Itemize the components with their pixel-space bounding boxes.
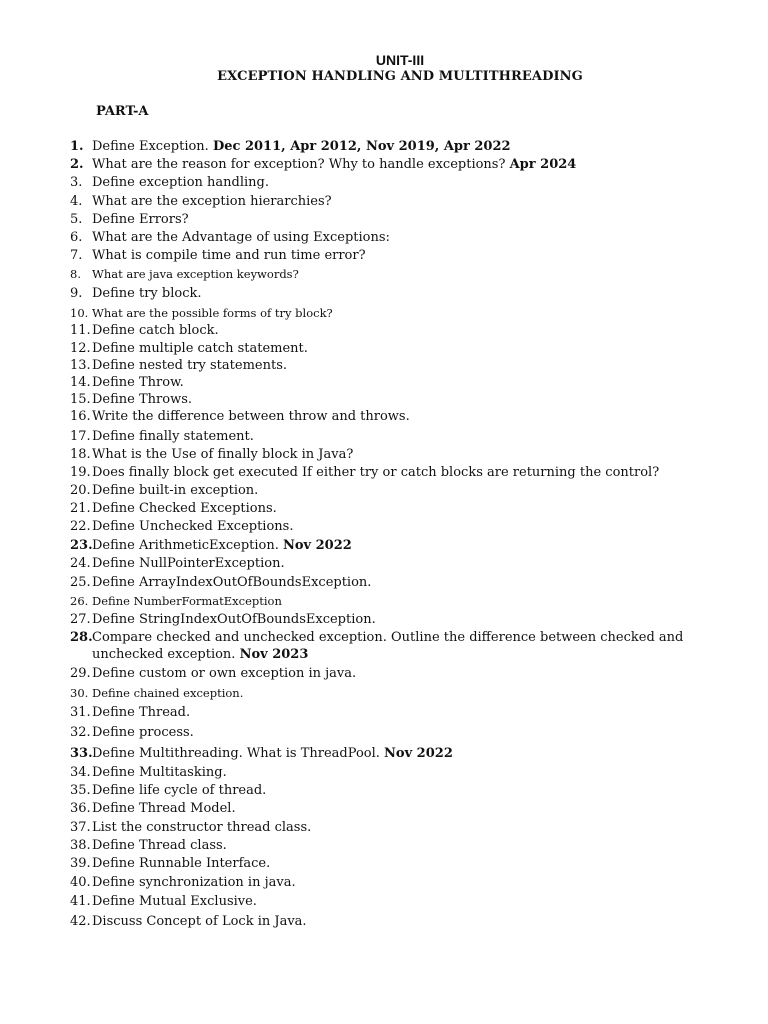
question-text	[92, 267, 299, 281]
question-number: 33.	[70, 746, 93, 761]
question-label: Define custom or own exception in java.	[92, 666, 357, 681]
question-number: 16.	[70, 409, 91, 424]
question-text	[92, 323, 219, 338]
question-number: 15.	[70, 392, 91, 407]
question-label: Define chained exception.	[92, 686, 244, 700]
question-label: Define Multitasking.	[92, 765, 227, 780]
question-text	[92, 838, 227, 853]
question-number: 18.	[70, 447, 91, 462]
question-label: What is the Use of finally block in Java?	[92, 447, 354, 462]
question-label: What are the possible forms of try block?	[92, 306, 333, 320]
question-text	[92, 392, 192, 407]
question-text	[92, 575, 371, 590]
question-item	[70, 374, 710, 391]
question-label: Define nested try statements.	[92, 358, 287, 373]
question-text	[92, 875, 296, 890]
question-label: Define ArrayIndexOutOfBoundsException.	[92, 575, 372, 590]
question-label: Define try block.	[92, 286, 202, 301]
question-text	[92, 139, 511, 154]
question-number: 36.	[70, 801, 91, 816]
question-label: List the constructor thread class.	[92, 820, 312, 835]
question-text	[92, 746, 453, 761]
question-number: 12.	[70, 341, 91, 356]
question-label: Define NumberFormatException	[92, 594, 282, 608]
question-item	[70, 391, 710, 408]
question-item	[70, 138, 710, 155]
question-text	[92, 306, 333, 320]
question-number: 31.	[70, 705, 91, 720]
question-text	[92, 501, 277, 516]
question-text	[92, 705, 190, 720]
question-number: 5.	[70, 212, 83, 227]
question-text	[92, 519, 293, 534]
part-heading: PART-A	[96, 104, 149, 119]
question-text	[92, 629, 712, 663]
question-label: What are the Advantage of using Exceptions:	[92, 230, 390, 245]
question-text	[92, 157, 576, 172]
question-number: 24.	[70, 556, 91, 571]
question-label: Define multiple catch statement.	[92, 341, 308, 356]
question-item	[70, 913, 710, 930]
question-item	[70, 574, 710, 591]
question-item	[70, 704, 710, 721]
question-item	[70, 482, 710, 499]
question-label: Define Checked Exceptions.	[92, 501, 277, 516]
question-label: Define Multithreading. What is ThreadPool.	[92, 746, 380, 761]
question-text	[92, 686, 243, 700]
question-item	[70, 266, 710, 283]
question-number: 37.	[70, 820, 91, 835]
question-item	[70, 357, 710, 374]
question-label: Define exception handling.	[92, 175, 269, 190]
question-number: 23.	[70, 538, 93, 553]
question-item	[70, 408, 710, 425]
question-item	[70, 211, 710, 228]
question-item	[70, 837, 710, 854]
question-number: 6.	[70, 230, 83, 245]
question-label: Define life cycle of thread.	[92, 783, 267, 798]
question-text	[92, 194, 332, 209]
question-label: What are java exception keywords?	[92, 267, 299, 281]
question-text	[92, 429, 254, 444]
question-item	[70, 247, 710, 264]
question-text	[92, 230, 390, 245]
exam-date: Apr 2024	[509, 157, 577, 172]
question-number: 28.	[70, 630, 93, 645]
question-item	[70, 464, 710, 481]
question-item	[70, 874, 710, 891]
question-item	[70, 518, 710, 535]
question-text	[92, 212, 189, 227]
question-text	[92, 286, 202, 301]
question-label: Define Thread class.	[92, 838, 227, 853]
question-number: 19.	[70, 465, 91, 480]
question-label: What are the exception hierarchies?	[92, 194, 332, 209]
question-number: 22.	[70, 519, 91, 534]
exam-date: Nov 2022	[283, 538, 352, 553]
question-number: 38.	[70, 838, 91, 853]
question-text	[92, 248, 366, 263]
page-title: EXCEPTION HANDLING AND MULTITHREADING	[217, 69, 583, 84]
question-label: Define Runnable Interface.	[92, 856, 271, 871]
question-label: Discuss Concept of Lock in Java.	[92, 914, 307, 929]
question-label: Define Errors?	[92, 212, 189, 227]
question-label: What is compile time and run time error?	[92, 248, 366, 263]
question-text	[92, 556, 285, 571]
question-label: Define Thread.	[92, 705, 191, 720]
question-number: 17.	[70, 429, 91, 444]
question-label: Define ArithmeticException.	[92, 538, 279, 553]
question-item	[70, 174, 710, 191]
question-item	[70, 893, 710, 910]
question-number: 14.	[70, 375, 91, 390]
question-label: Define Unchecked Exceptions.	[92, 519, 294, 534]
question-label: Compare checked and unchecked exception. Outline the difference between checked and unchecked exception.	[92, 630, 684, 662]
question-item	[70, 782, 710, 799]
question-text	[92, 914, 307, 929]
exam-date: Dec 2011, Apr 2012, Nov 2019, Apr 2022	[212, 139, 511, 154]
question-text	[92, 612, 376, 627]
question-item	[70, 665, 710, 682]
question-number: 8.	[70, 267, 81, 281]
question-number: 30.	[70, 686, 89, 700]
question-number: 11.	[70, 323, 91, 338]
question-label: Define Exception.	[92, 139, 209, 154]
question-number: 35.	[70, 783, 91, 798]
question-item	[70, 800, 710, 817]
question-number: 2.	[70, 157, 84, 172]
question-item	[70, 446, 710, 463]
question-number: 7.	[70, 248, 83, 263]
question-text	[92, 341, 308, 356]
question-number: 9.	[70, 286, 83, 301]
question-item	[70, 229, 710, 246]
question-label: Define synchronization in java.	[92, 875, 296, 890]
question-number: 41.	[70, 894, 91, 909]
question-item	[70, 745, 710, 762]
exam-date: Nov 2023	[239, 647, 309, 662]
question-label: Does finally block get executed If either try or catch blocks are returning the control?	[92, 465, 660, 480]
question-number: 3.	[70, 175, 83, 190]
question-number: 42.	[70, 914, 91, 929]
question-number: 32.	[70, 725, 91, 740]
question-text	[92, 447, 353, 462]
question-item	[70, 305, 710, 322]
question-item	[70, 819, 710, 836]
question-item	[70, 193, 710, 210]
question-number: 21.	[70, 501, 91, 516]
question-label: Define finally statement.	[92, 429, 254, 444]
question-label: Define Thread Model.	[92, 801, 236, 816]
question-number: 10.	[70, 306, 89, 320]
question-label: Define Throws.	[92, 392, 193, 407]
question-number: 26.	[70, 594, 89, 608]
question-item	[70, 428, 710, 445]
question-label: Write the difference between throw and throws.	[92, 409, 410, 424]
question-number: 4.	[70, 194, 83, 209]
question-text	[92, 820, 311, 835]
question-item	[70, 685, 710, 702]
question-label: Define Mutual Exclusive.	[92, 894, 257, 909]
question-item	[70, 156, 710, 173]
question-label: Define StringIndexOutOfBoundsException.	[92, 612, 376, 627]
question-text	[92, 175, 269, 190]
question-item	[70, 724, 710, 741]
question-label: What are the reason for exception? Why to handle exceptions?	[92, 157, 506, 172]
question-text	[92, 465, 659, 480]
question-number: 20.	[70, 483, 91, 498]
question-text	[92, 483, 258, 498]
question-text	[92, 409, 410, 424]
question-text	[92, 725, 194, 740]
question-number: 40.	[70, 875, 91, 890]
question-item	[70, 629, 710, 663]
question-text	[92, 783, 266, 798]
unit-title: UNIT-III	[375, 52, 425, 68]
question-text	[92, 375, 184, 390]
question-label: Define NullPointerException.	[92, 556, 285, 571]
question-item	[70, 340, 710, 357]
question-text	[92, 358, 287, 373]
question-text	[92, 856, 270, 871]
question-number: 25.	[70, 575, 91, 590]
question-number: 13.	[70, 358, 91, 373]
question-label: Define built-in exception.	[92, 483, 259, 498]
question-item	[70, 285, 710, 302]
question-item	[70, 764, 710, 781]
question-text	[92, 801, 236, 816]
question-number: 34.	[70, 765, 91, 780]
question-item	[70, 537, 710, 554]
question-item	[70, 500, 710, 517]
exam-date: Nov 2022	[384, 746, 453, 761]
question-number: 27.	[70, 612, 91, 627]
question-text	[92, 538, 352, 553]
question-text	[92, 894, 257, 909]
question-item	[70, 322, 710, 339]
question-item	[70, 555, 710, 572]
question-text	[92, 765, 227, 780]
question-number: 29.	[70, 666, 91, 681]
question-label: Define Throw.	[92, 375, 184, 390]
question-label: Define process.	[92, 725, 194, 740]
question-item	[70, 611, 710, 628]
question-item	[70, 855, 710, 872]
question-number: 1.	[70, 139, 84, 154]
question-number: 39.	[70, 856, 91, 871]
question-text	[92, 666, 356, 681]
question-text	[92, 594, 282, 608]
question-item	[70, 593, 710, 610]
question-label: Define catch block.	[92, 323, 219, 338]
